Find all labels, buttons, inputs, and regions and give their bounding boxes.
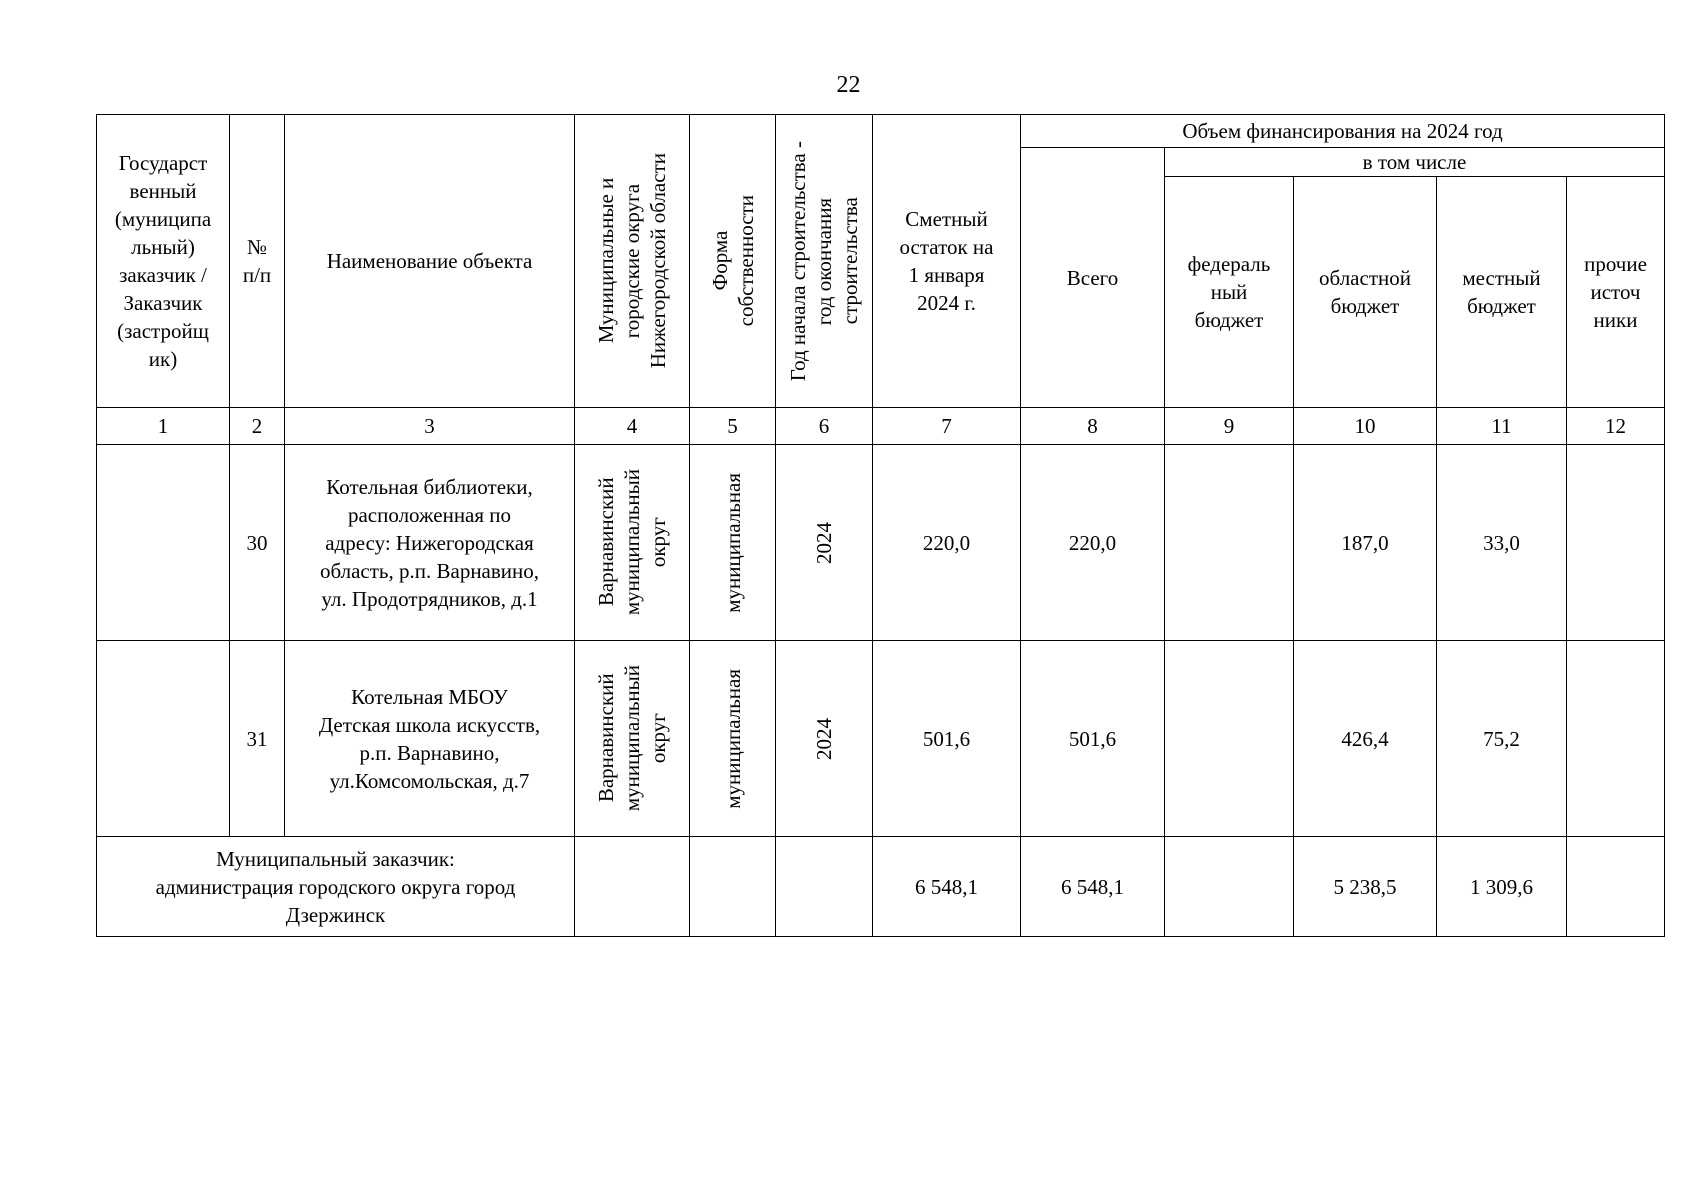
other-value <box>1567 445 1665 641</box>
header-federal: федераль ный бюджет <box>1165 177 1294 408</box>
years-cell <box>776 641 873 837</box>
column-number: 7 <box>873 408 1021 445</box>
column-number: 8 <box>1021 408 1165 445</box>
column-number-row <box>97 408 1665 445</box>
total-value: 220,0 <box>1021 445 1165 641</box>
header-funding-group: Объем финансирования на 2024 год <box>1021 115 1665 148</box>
header-years-text: Год начала строительства - год окончания строительства <box>786 140 862 382</box>
years-text: 2024 <box>812 521 836 564</box>
summary-ownership-cell <box>690 837 776 937</box>
header-ownership-text: Форма собственности <box>707 195 758 327</box>
summary-regional: 5 238,5 <box>1294 837 1437 937</box>
local-value: 33,0 <box>1437 445 1567 641</box>
header-other: прочие источ ники <box>1567 177 1665 408</box>
customer-cell <box>97 641 230 837</box>
column-number: 3 <box>285 408 575 445</box>
regional-value: 426,4 <box>1294 641 1437 837</box>
summary-total: 6 548,1 <box>1021 837 1165 937</box>
header-local: местный бюджет <box>1437 177 1567 408</box>
years-cell <box>776 445 873 641</box>
ownership-text: муниципальная <box>720 668 745 809</box>
column-number: 1 <box>97 408 230 445</box>
column-number: 11 <box>1437 408 1567 445</box>
summary-label: Муниципальный заказчик: администрация городского округа город Дзержинск <box>97 837 575 937</box>
page-number: 22 <box>836 72 861 98</box>
balance-value: 220,0 <box>873 445 1021 641</box>
row-number: 30 <box>230 445 285 641</box>
table-row <box>97 445 1665 641</box>
header-balance: Сметный остаток на 1 января 2024 г. <box>873 115 1021 408</box>
financing-table <box>96 114 1665 937</box>
ownership-text: муниципальная <box>720 472 745 613</box>
header-regional: областной бюджет <box>1294 177 1437 408</box>
column-number: 5 <box>690 408 776 445</box>
regional-value: 187,0 <box>1294 445 1437 641</box>
row-number: 31 <box>230 641 285 837</box>
header-ownership <box>690 115 776 408</box>
summary-other <box>1567 837 1665 937</box>
summary-balance: 6 548,1 <box>873 837 1021 937</box>
ownership-cell <box>690 445 776 641</box>
summary-years-cell <box>776 837 873 937</box>
summary-local: 1 309,6 <box>1437 837 1567 937</box>
federal-value <box>1165 445 1294 641</box>
header-number: № п/п <box>230 115 285 408</box>
header-district-text: Муниципальные и городские округа Нижегородской области <box>594 153 670 369</box>
header-object-name: Наименование объекта <box>285 115 575 408</box>
object-name: Котельная библиотеки, расположенная по адресу: Нижегородская область, р.п. Варнавино, ул. Продотрядников, д.1 <box>285 445 575 641</box>
federal-value <box>1165 641 1294 837</box>
column-number: 6 <box>776 408 873 445</box>
other-value <box>1567 641 1665 837</box>
district-text: Варнавинский муниципальный округ <box>594 469 670 616</box>
header-total: Всего <box>1021 148 1165 408</box>
header-including: в том числе <box>1165 148 1665 177</box>
total-value: 501,6 <box>1021 641 1165 837</box>
years-text: 2024 <box>812 717 836 760</box>
district-cell <box>575 641 690 837</box>
table-row <box>97 641 1665 837</box>
district-text: Варнавинский муниципальный округ <box>594 665 670 812</box>
column-number: 9 <box>1165 408 1294 445</box>
header-row-1 <box>97 115 1665 148</box>
summary-federal <box>1165 837 1294 937</box>
customer-cell <box>97 445 230 641</box>
header-customer: Государст венный (муниципа льный) заказчик / Заказчик (застройщ ик) <box>97 115 230 408</box>
column-number: 10 <box>1294 408 1437 445</box>
summary-row <box>97 837 1665 937</box>
object-name: Котельная МБОУ Детская школа искусств, р.п. Варнавино, ул.Комсомольская, д.7 <box>285 641 575 837</box>
header-years <box>776 115 873 408</box>
balance-value: 501,6 <box>873 641 1021 837</box>
ownership-cell <box>690 641 776 837</box>
summary-district-cell <box>575 837 690 937</box>
local-value: 75,2 <box>1437 641 1567 837</box>
column-number: 12 <box>1567 408 1665 445</box>
column-number: 2 <box>230 408 285 445</box>
column-number: 4 <box>575 408 690 445</box>
district-cell <box>575 445 690 641</box>
header-district <box>575 115 690 408</box>
